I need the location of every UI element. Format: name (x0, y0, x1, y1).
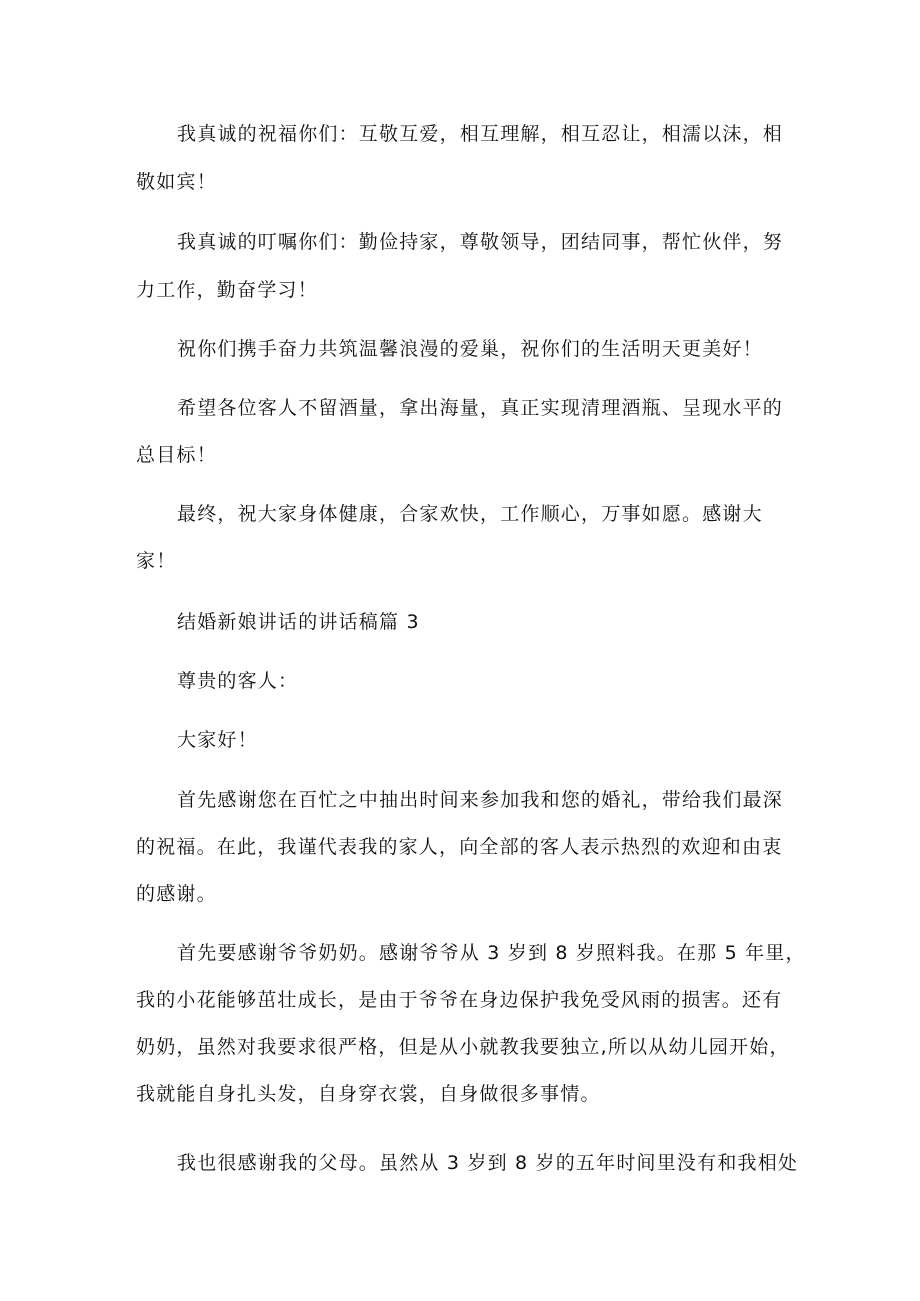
paragraph-advice-line-1: 我真诚的叮嘱你们：勤俭持家，尊敬领导，团结同事，帮忙伙伴，努 (177, 231, 784, 253)
paragraph-grandparents-line-1: 首先要感谢爷爷奶奶。感谢爷爷从 3 岁到 8 岁照料我。在那 5 年里， (177, 942, 806, 964)
greeting: 大家好！ (177, 729, 258, 751)
section-heading: 结婚新娘讲话的讲话稿篇 3 (177, 611, 420, 633)
paragraph-advice-line-2: 力工作，勤奋学习！ (136, 279, 318, 301)
paragraph-grandparents-line-3: 奶奶，虽然对我要求很严格，但是从小就教我要独立,所以从幼儿园开始， (136, 1036, 790, 1058)
paragraph-guests-drink-line-2: 总目标！ (136, 444, 217, 466)
salutation: 尊贵的客人： (177, 670, 299, 692)
paragraph-parents-line-1: 我也很感谢我的父母。虽然从 3 岁到 8 岁的五年时间里没有和我相处 (177, 1152, 799, 1174)
paragraph-thanks-attendance-line-1: 首先感谢您在百忙之中抽出时间来参加我和您的婚礼，带给我们最深 (177, 789, 784, 811)
paragraph-blessing-line-2: 敬如宾！ (136, 171, 217, 193)
paragraph-grandparents-line-4: 我就能自身扎头发，自身穿衣裳，自身做很多事情。 (136, 1083, 601, 1105)
paragraph-blessing-line-1: 我真诚的祝福你们：互敬互爱，相互理解，相互忍让，相濡以沫，相 (177, 123, 784, 145)
paragraph-thanks-attendance-line-2: 的祝福。在此，我谨代表我的家人，向全部的客人表示热烈的欢迎和由衷 (136, 836, 783, 858)
paragraph-thanks-attendance-line-3: 的感谢。 (136, 883, 217, 905)
paragraph-final-wish-line-1: 最终，祝大家身体健康，合家欢快，工作顺心，万事如愿。感谢大 (177, 503, 763, 525)
paragraph-guests-drink-line-1: 希望各位客人不留酒量，拿出海量，真正实现清理酒瓶、呈现水平的 (177, 397, 784, 419)
paragraph-final-wish-line-2: 家！ (136, 550, 177, 572)
paragraph-grandparents-line-2: 我的小花能够茁壮成长，是由于爷爷在身边保护我免受风雨的损害。还有 (136, 989, 783, 1011)
paragraph-wish-home-line-1: 祝你们携手奋力共筑温馨浪漫的爱巢，祝你们的生活明天更美好！ (177, 338, 763, 360)
